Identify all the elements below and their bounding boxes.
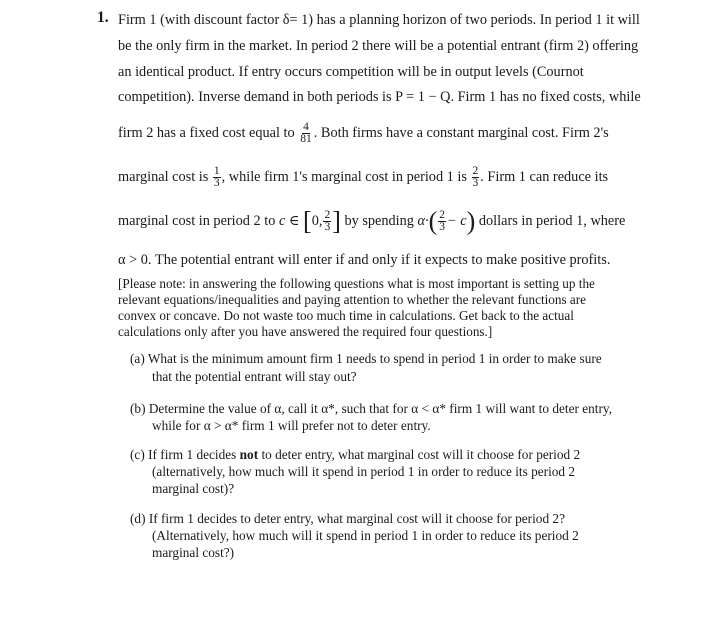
fraction-numerator: 4	[303, 121, 309, 133]
spending-text: by spending	[344, 212, 414, 229]
part-c-line-3: marginal cost)?	[152, 481, 235, 496]
note-line-1: [Please note: in answering the following questions what is most important is setting up the	[118, 276, 595, 291]
alpha-symbol: α·	[417, 212, 429, 229]
note-line-3: convex or concave. Do not waste too much time in calculations. Get back to the actual	[118, 308, 574, 323]
part-a-line-1: (a) What is the minimum amount firm 1 needs to spend in period 1 in order to make sure	[130, 351, 602, 366]
range-lower: 0,	[311, 212, 323, 229]
range-upper-fraction	[323, 210, 331, 233]
fraction-numerator: 1	[213, 165, 220, 177]
left-paren: (	[428, 206, 438, 236]
problem-line-8: α > 0. The potential entrant will enter if and only if it expects to make positive profits.	[118, 252, 611, 268]
problem-line-2: be the only firm in the market. In period 2 there will be a potential entrant (firm 2) offering	[118, 38, 639, 54]
firm2-mc-text: marginal cost is	[118, 168, 209, 185]
fraction-numerator: 2	[472, 165, 479, 177]
part-d-line-2: (Alternatively, how much will it spend in period 1 in order to reduce its period 2	[152, 528, 579, 543]
fraction-denominator: 3	[324, 221, 331, 233]
fixed-cost-text: firm 2 has a fixed cost equal to	[118, 124, 295, 141]
note-line-2: relevant equations/inequalities and paying attention to whether the relevant functions are	[118, 292, 586, 307]
problem-line-1: Firm 1 (with discount factor δ= 1) has a planning horizon of two periods. In period 1 it will	[118, 12, 640, 28]
fixed-cost-fraction	[299, 122, 313, 145]
fraction-denominator: 81	[300, 133, 312, 145]
problem-line-3: an identical product. If entry occurs competition will be in output levels (Cournot	[118, 64, 584, 80]
spend-fraction	[438, 210, 446, 233]
fraction-denominator: 3	[439, 221, 446, 233]
part-c-prefix: (c) If firm 1 decides	[130, 447, 237, 462]
firm1-mc-fraction	[472, 166, 480, 189]
part-d-line-1: (d) If firm 1 decides to deter entry, what marginal cost will it choose for period 2?	[130, 511, 565, 526]
question-number: 1.	[97, 9, 109, 26]
part-c-line-2: (alternatively, how much will it spend in period 1 in order to reduce its period 2	[152, 464, 576, 479]
fraction-numerator: 2	[439, 209, 446, 221]
part-c-rest: to deter entry, what marginal cost will it choose for period 2	[261, 447, 581, 462]
fraction-denominator: 3	[213, 177, 220, 189]
part-b-line-1: (b) Determine the value of α, call it α*, such that for α < α* firm 1 will want to deter entry,	[130, 401, 613, 416]
part-c-not: not	[239, 447, 259, 462]
reduce-text: . Firm 1 can reduce its	[480, 168, 609, 185]
left-bracket: [	[303, 206, 312, 236]
right-bracket: ]	[332, 206, 341, 236]
firm2-mc-fraction	[213, 166, 221, 189]
part-a-line-2: that the potential entrant will stay out?	[152, 369, 357, 384]
right-paren: )	[466, 206, 476, 236]
dollars-text: dollars in period 1, where	[478, 212, 626, 229]
c-in-symbol: c ∈	[278, 212, 300, 229]
fraction-numerator: 2	[324, 209, 331, 221]
reduce-mc-text: marginal cost in period 2 to	[118, 212, 276, 229]
fraction-denominator: 3	[472, 177, 479, 189]
problem-line-5	[118, 122, 609, 145]
problem-line-7	[118, 206, 626, 236]
minus-c: − c	[447, 212, 467, 229]
problem-line-6	[118, 166, 608, 189]
part-d-line-3: marginal cost?)	[152, 545, 235, 560]
note-line-4: calculations only after you have answered the required four questions.]	[118, 324, 493, 339]
part-c-line-1	[130, 447, 580, 463]
problem-line-4: competition). Inverse demand in both periods is P = 1 − Q. Firm 1 has no fixed costs, while	[118, 89, 641, 105]
part-b-line-2: while for α > α* firm 1 will prefer not to deter entry.	[152, 418, 431, 433]
firm1-mc-text: , while firm 1's marginal cost in period 1 is	[221, 168, 467, 185]
marginal-cost-text: . Both firms have a constant marginal cost. Firm 2's	[313, 124, 609, 141]
